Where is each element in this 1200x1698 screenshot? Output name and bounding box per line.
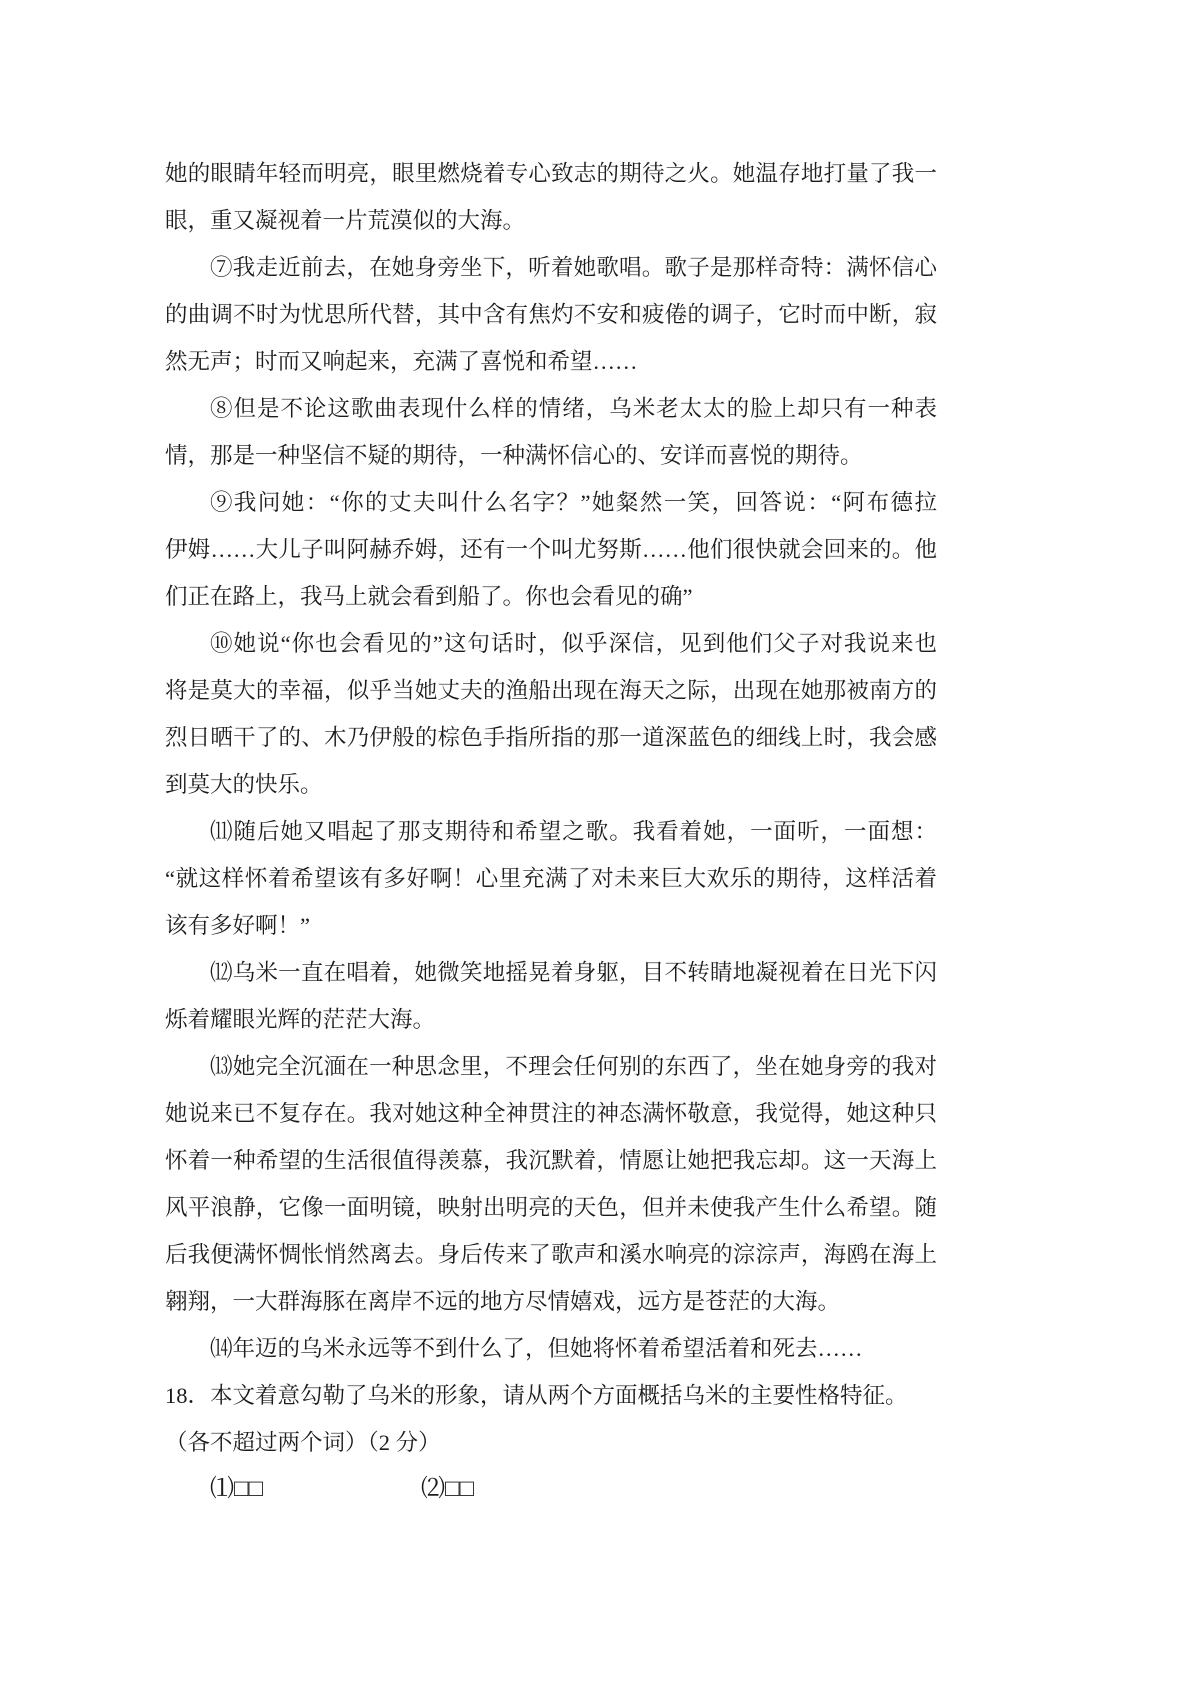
question-18-answer-row — [165, 1466, 937, 1513]
passage-paragraph-10-line: 将是莫大的幸福，似乎当她丈夫的渔船出现在海天之际，出现在她那被南方的 — [165, 678, 937, 703]
passage-paragraph-10-line: ⑩她说“你也会看见的”这句话时，似乎深信，见到他们父子对我说来也 — [210, 631, 937, 656]
passage-paragraph-13-line: 风平浪静，它像一面明镜，映射出明亮的天色，但并未使我产生什么希望。随 — [165, 1195, 937, 1220]
passage-paragraph-12-line: ⑿乌米一直在唱着，她微笑地摇晃着身躯，目不转睛地凝视着在日光下闪 — [210, 960, 937, 985]
passage-line: 她的眼睛年轻而明亮，眼里燃烧着专心致志的期待之火。她温存地打量了我一 — [165, 161, 937, 186]
passage-paragraph-10-line: 烈日晒干了的、木乃伊般的棕色手指所指的那一道深蓝色的细线上时，我会感 — [165, 725, 937, 750]
passage-paragraph-13-line: 后我便满怀惆怅悄然离去。身后传来了歌声和溪水响亮的淙淙声，海鸥在海上 — [165, 1242, 937, 1267]
passage-paragraph-11-line: 该有多好啊！” — [165, 913, 310, 938]
passage-paragraph-13-line: ⒀她完全沉湎在一种思念里，不理会任何别的东西了，坐在她身旁的我对 — [210, 1054, 937, 1079]
answer-blank-2: ⑵□□ — [421, 1476, 474, 1502]
answer-blank-1: ⑴□□ — [210, 1476, 263, 1502]
passage-paragraph-7-line: 的曲调不时为忧思所代替，其中含有焦灼不安和疲倦的调子，它时而中断，寂 — [165, 302, 937, 327]
passage-line: 眼，重又凝视着一片荒漠似的大海。 — [165, 208, 526, 233]
passage-paragraph-8-line: ⑧但是不论这歌曲表现什么样的情绪，乌米老太太的脸上却只有一种表 — [210, 396, 937, 421]
passage-paragraph-11-line: ⑾随后她又唱起了那支期待和希望之歌。我看着她，一面听，一面想： — [210, 819, 937, 844]
passage-paragraph-7-line: 然无声；时而又响起来，充满了喜悦和希望…… — [165, 349, 638, 374]
passage-paragraph-9-line: 们正在路上，我马上就会看到船了。你也会看见的确” — [165, 584, 693, 609]
passage-paragraph-9-line: 伊姆……大儿子叫阿赫乔姆，还有一个叫尤努斯……他们很快就会回来的。他 — [165, 537, 937, 562]
question-18-constraint: （各不超过两个词）（2 分） — [165, 1430, 441, 1455]
reading-passage — [165, 150, 937, 1513]
passage-paragraph-11-line: “就这样怀着希望该有多好啊！心里充满了对未来巨大欢乐的期待，这样活着 — [165, 866, 937, 891]
passage-paragraph-10-line: 到莫大的快乐。 — [165, 772, 323, 797]
passage-paragraph-13-line: 怀着一种希望的生活很值得羡慕，我沉默着，情愿让她把我忘却。这一天海上 — [165, 1148, 937, 1173]
passage-paragraph-12-line: 烁着耀眼光辉的茫茫大海。 — [165, 1007, 436, 1032]
question-18-text: 18．本文着意勾勒了乌米的形象，请从两个方面概括乌米的主要性格特征。 — [165, 1383, 908, 1408]
passage-paragraph-9-line: ⑨我问她：“你的丈夫叫什么名字？”她粲然一笑，回答说：“阿布德拉 — [210, 490, 937, 515]
passage-paragraph-7-line: ⑦我走近前去，在她身旁坐下，听着她歌唱。歌子是那样奇特：满怀信心 — [210, 255, 937, 280]
passage-paragraph-8-line: 情，那是一种坚信不疑的期待，一种满怀信心的、安详而喜悦的期待。 — [165, 443, 863, 468]
passage-paragraph-13-line: 翱翔，一大群海豚在离岸不远的地方尽情嬉戏，远方是苍茫的大海。 — [165, 1289, 841, 1314]
passage-paragraph-14-line: ⒁年迈的乌米永远等不到什么了，但她将怀着希望活着和死去…… — [210, 1336, 863, 1361]
passage-paragraph-13-line: 她说来已不复存在。我对她这种全神贯注的神态满怀敬意，我觉得，她这种只 — [165, 1101, 937, 1126]
